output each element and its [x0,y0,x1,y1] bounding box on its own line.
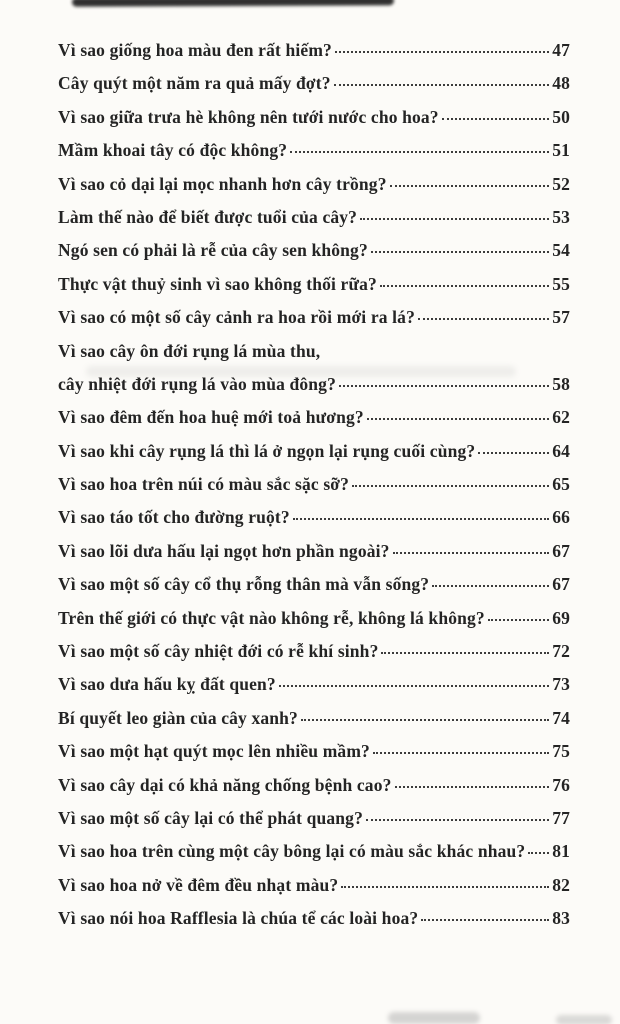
dot-leader [371,251,549,253]
toc-list [58,40,570,942]
scan-smudge-top [72,0,394,7]
dot-leader [339,385,549,387]
dot-leader [352,485,549,487]
toc-entry-title: Vì sao cây ôn đới rụng lá mùa thu, [58,340,321,361]
toc-entry-title: Vì sao nói hoa Rafflesia là chúa tể các loài hoa? [58,908,419,929]
toc-entry-line [58,474,570,507]
toc-entry-page: 81 [552,841,570,862]
toc-entry-page: 57 [552,307,570,328]
toc-entry-page: 72 [552,641,570,662]
toc-entry-line [58,407,570,440]
toc-entry-page: 75 [552,741,570,762]
toc-entry-title: Vì sao dưa hấu kỵ đất quen? [58,674,276,695]
dot-leader [390,185,550,187]
toc-entry-line [58,341,570,374]
toc-entry-title: Vì sao giữa trưa hè không nên tưới nước cho hoa? [58,106,439,127]
toc-entry-line [58,274,570,307]
toc-entry-title: Ngó sen có phải là rễ của cây sen không? [58,240,368,261]
dot-leader [478,452,549,454]
toc-entry-line [58,574,570,607]
toc-entry-line [58,207,570,240]
toc-entry-page: 73 [552,674,570,695]
dot-leader [393,552,550,554]
dot-leader [421,919,549,921]
dot-leader [335,51,549,53]
toc-entry-title: Bí quyết leo giàn của cây xanh? [58,707,298,728]
toc-entry-page: 48 [552,73,570,94]
toc-entry-line [58,441,570,474]
dot-leader [528,852,549,854]
dot-leader [279,685,549,687]
toc-entry-line [58,808,570,841]
dot-leader [380,285,549,287]
dot-leader [301,719,549,721]
toc-entry-line [58,741,570,774]
toc-entry-line [58,908,570,941]
toc-entry-line [58,174,570,207]
toc-entry-title: Vì sao một số cây nhiệt đới có rễ khí sinh? [58,641,379,662]
toc-entry-title: Vì sao giống hoa màu đen rất hiếm? [58,40,332,60]
toc-entry-page: 82 [552,874,570,895]
toc-entry-page: 77 [552,807,570,828]
toc-entry-line [58,507,570,540]
toc-entry-line [58,40,570,73]
dot-leader [381,652,549,654]
toc-entry-line [58,240,570,273]
toc-entry-page: 52 [552,173,570,194]
toc-entry-title: Làm thế nào để biết được tuổi của cây? [58,206,358,227]
toc-entry-title: Cây quýt một năm ra quả mấy đợt? [58,73,331,94]
dot-leader [418,318,549,320]
toc-entry-page: 66 [552,507,570,528]
toc-entry-title: Vì sao cỏ dại lại mọc nhanh hơn cây trồng? [58,173,387,194]
toc-entry-title: Mầm khoai tây có độc không? [58,140,288,161]
toc-entry-line [58,140,570,173]
dot-leader [367,418,549,420]
toc-entry-title: Vì sao đêm đến hoa huệ mới toả hương? [58,407,364,428]
toc-entry-page: 76 [552,774,570,795]
dot-leader [488,619,549,621]
dot-leader [293,518,549,520]
toc-entry-title: Vì sao cây dại có khả năng chống bệnh cao? [58,774,392,795]
toc-entry-title: Vì sao táo tốt cho đường ruột? [58,507,290,528]
toc-entry-page: 64 [552,440,570,461]
toc-entry-title: Vì sao hoa nở về đêm đều nhạt màu? [58,874,339,895]
dot-leader [341,886,549,888]
dot-leader [442,118,549,120]
toc-entry-page: 67 [552,574,570,595]
toc-entry-page: 47 [552,40,570,60]
toc-entry-page: 74 [552,707,570,728]
toc-entry-page: 62 [552,407,570,428]
toc-entry-page: 69 [552,607,570,628]
toc-entry-title: Vì sao hoa trên núi có màu sắc sặc sỡ? [58,474,350,495]
dot-leader [290,151,549,153]
toc-entry-title: Vì sao hoa trên cùng một cây bông lại có màu sắc khác nhau? [58,841,526,862]
toc-entry-line [58,107,570,140]
toc-entry-page: 67 [552,540,570,561]
toc-entry-title: Thực vật thuỷ sinh vì sao không thối rữa? [58,273,377,294]
toc-entry-line [58,608,570,641]
toc-entry-line [58,73,570,106]
dot-leader [360,218,549,220]
toc-entry-title: Vì sao lõi dưa hấu lại ngọt hơn phần ngoài? [58,540,390,561]
toc-entry-line [58,541,570,574]
toc-entry-title: Vì sao có một số cây cảnh ra hoa rồi mới ra lá? [58,307,415,328]
dot-leader [366,819,549,821]
toc-entry-line [58,708,570,741]
toc-entry-page: 51 [552,140,570,161]
toc-entry-page: 55 [552,273,570,294]
toc-entry-line [58,875,570,908]
dot-leader [334,84,550,86]
toc-entry-page: 50 [552,106,570,127]
toc-entry-page: 54 [552,240,570,261]
toc-entry-title: Vì sao một hạt quýt mọc lên nhiều mầm? [58,741,370,762]
toc-entry-line [58,775,570,808]
toc-entry-title: Vì sao khi cây rụng lá thì lá ở ngọn lại rụng cuối cùng? [58,440,476,461]
toc-entry-title: cây nhiệt đới rụng lá vào mùa đông? [58,373,336,394]
toc-entry-line [58,674,570,707]
toc-entry-page: 53 [552,206,570,227]
dot-leader [395,786,550,788]
toc-entry-title: Trên thế giới có thực vật nào không rễ, không lá không? [58,607,485,628]
toc-entry-line [58,307,570,340]
toc-entry-line [58,374,570,407]
scan-smudge-bottom-center [388,1012,480,1024]
dot-leader [373,752,549,754]
toc-entry-page: 58 [552,373,570,394]
dot-leader [432,585,549,587]
toc-entry-page: 83 [552,908,570,929]
toc-entry-title: Vì sao một số cây cổ thụ rỗng thân mà vẫn sống? [58,574,430,595]
toc-entry-title: Vì sao một số cây lại có thể phát quang? [58,807,363,828]
toc-entry-line [58,841,570,874]
scan-smudge-bottom-right [556,1015,612,1024]
toc-entry-page: 65 [552,474,570,495]
toc-entry-line [58,641,570,674]
